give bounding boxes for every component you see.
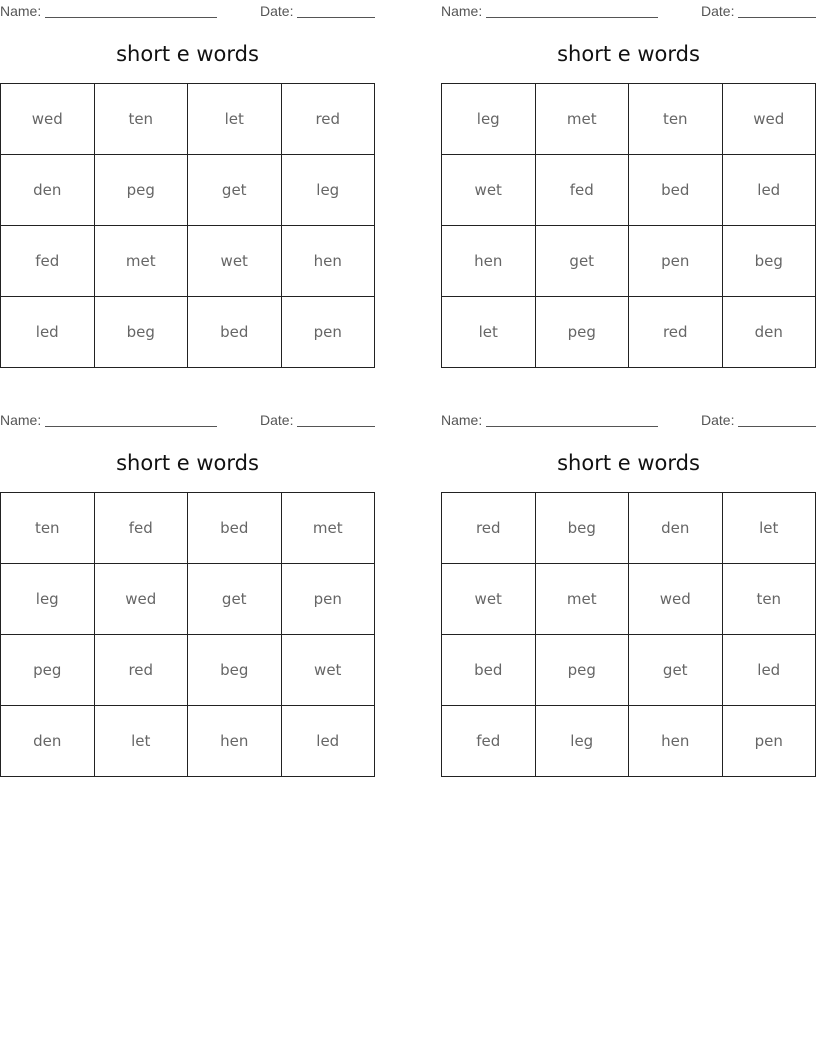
word-cell: pen <box>629 226 723 297</box>
date-write-line <box>297 17 375 18</box>
word-cell: let <box>442 297 536 368</box>
word-cell: fed <box>442 706 536 777</box>
card-title: short e words <box>116 451 259 475</box>
word-cell: met <box>535 564 629 635</box>
word-cell: beg <box>188 635 282 706</box>
name-label: Name: <box>0 412 42 428</box>
word-cell: den <box>1 155 95 226</box>
word-cell: met <box>94 226 188 297</box>
word-grid <box>0 492 375 777</box>
word-cell: wet <box>281 635 375 706</box>
word-grid <box>0 83 375 368</box>
bingo-card-4 <box>441 409 816 750</box>
word-cell: red <box>94 635 188 706</box>
word-cell: den <box>722 297 816 368</box>
word-cell: hen <box>442 226 536 297</box>
grid-row <box>442 564 816 635</box>
word-cell: get <box>629 635 723 706</box>
word-cell: leg <box>281 155 375 226</box>
word-cell: let <box>94 706 188 777</box>
grid-row <box>442 297 816 368</box>
word-cell: bed <box>188 297 282 368</box>
word-cell: wed <box>94 564 188 635</box>
grid-row <box>1 564 375 635</box>
card-header <box>0 409 375 431</box>
word-cell: bed <box>188 493 282 564</box>
date-write-line <box>738 426 816 427</box>
word-cell: leg <box>442 84 536 155</box>
grid-row <box>1 706 375 777</box>
word-cell: wed <box>629 564 723 635</box>
word-cell: get <box>188 564 282 635</box>
word-cell: wed <box>722 84 816 155</box>
word-cell: met <box>535 84 629 155</box>
grid-row <box>442 84 816 155</box>
word-cell: peg <box>535 297 629 368</box>
name-label: Name: <box>441 3 483 19</box>
card-title: short e words <box>116 42 259 66</box>
card-title: short e words <box>557 42 700 66</box>
word-cell: led <box>722 635 816 706</box>
grid-row <box>442 493 816 564</box>
card-title: short e words <box>557 451 700 475</box>
date-label: Date: <box>701 412 735 428</box>
date-write-line <box>297 426 375 427</box>
word-cell: hen <box>629 706 723 777</box>
grid-row <box>1 226 375 297</box>
word-cell: peg <box>94 155 188 226</box>
word-cell: fed <box>94 493 188 564</box>
word-cell: ten <box>1 493 95 564</box>
word-cell: beg <box>94 297 188 368</box>
word-cell: den <box>1 706 95 777</box>
grid-row <box>1 493 375 564</box>
date-write-line <box>738 17 816 18</box>
word-cell: let <box>722 493 816 564</box>
grid-row <box>1 155 375 226</box>
card-header <box>0 0 375 22</box>
name-label: Name: <box>0 3 42 19</box>
word-grid <box>441 83 816 368</box>
word-cell: led <box>281 706 375 777</box>
word-cell: hen <box>281 226 375 297</box>
grid-row <box>442 226 816 297</box>
word-cell: let <box>188 84 282 155</box>
grid-row <box>1 297 375 368</box>
grid-row <box>442 155 816 226</box>
word-cell: met <box>281 493 375 564</box>
bingo-card-1 <box>0 0 375 341</box>
word-cell: ten <box>94 84 188 155</box>
card-header <box>441 409 816 431</box>
date-label: Date: <box>260 3 294 19</box>
word-cell: wet <box>188 226 282 297</box>
card-header <box>441 0 816 22</box>
word-cell: fed <box>1 226 95 297</box>
word-cell: led <box>722 155 816 226</box>
word-cell: leg <box>1 564 95 635</box>
name-write-line <box>45 426 217 427</box>
word-cell: fed <box>535 155 629 226</box>
word-cell: peg <box>535 635 629 706</box>
grid-row <box>1 635 375 706</box>
word-cell: pen <box>281 564 375 635</box>
word-cell: wed <box>1 84 95 155</box>
word-cell: get <box>188 155 282 226</box>
word-cell: red <box>629 297 723 368</box>
word-cell: led <box>1 297 95 368</box>
word-cell: get <box>535 226 629 297</box>
word-cell: beg <box>535 493 629 564</box>
date-label: Date: <box>260 412 294 428</box>
word-cell: hen <box>188 706 282 777</box>
bingo-card-3 <box>0 409 375 750</box>
grid-row <box>442 635 816 706</box>
name-write-line <box>486 17 658 18</box>
grid-row <box>1 84 375 155</box>
word-cell: red <box>442 493 536 564</box>
word-cell: ten <box>722 564 816 635</box>
word-cell: pen <box>722 706 816 777</box>
word-cell: bed <box>442 635 536 706</box>
bingo-card-2 <box>441 0 816 341</box>
name-write-line <box>45 17 217 18</box>
word-cell: wet <box>442 155 536 226</box>
word-cell: peg <box>1 635 95 706</box>
word-cell: den <box>629 493 723 564</box>
word-cell: beg <box>722 226 816 297</box>
word-cell: pen <box>281 297 375 368</box>
word-cell: bed <box>629 155 723 226</box>
word-cell: wet <box>442 564 536 635</box>
word-cell: leg <box>535 706 629 777</box>
word-cell: ten <box>629 84 723 155</box>
word-grid <box>441 492 816 777</box>
name-write-line <box>486 426 658 427</box>
date-label: Date: <box>701 3 735 19</box>
word-cell: red <box>281 84 375 155</box>
name-label: Name: <box>441 412 483 428</box>
grid-row <box>442 706 816 777</box>
